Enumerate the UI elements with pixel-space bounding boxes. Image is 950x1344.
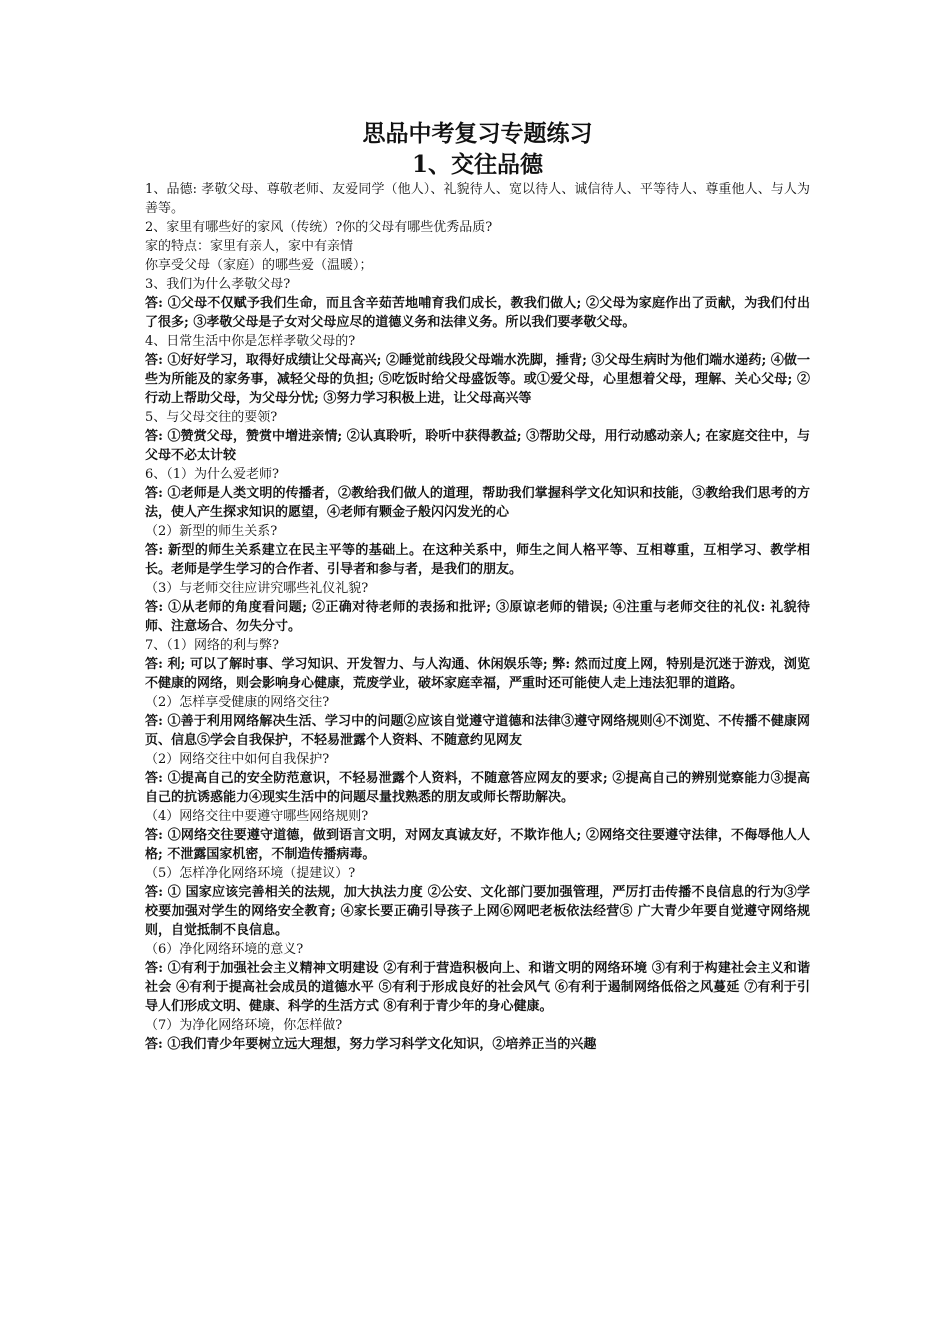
question-paragraph: （3）与老师交往应讲究哪些礼仪礼貌?: [145, 581, 369, 596]
answer-paragraph: 答: 新型的师生关系建立在民主平等的基础上。在这种关系中，师生之间人格平等、互相尊重，互相学习、教学相长。老师是学生学习的合作者、引导者和参与者，是我们的朋友。: [145, 543, 810, 577]
question-paragraph: 4、日常生活中你是怎样孝敬父母的?: [145, 334, 356, 349]
question-paragraph: （4）网络交往中要遵守哪些网络规则?: [145, 809, 369, 824]
document-body: [145, 180, 810, 1054]
question-paragraph: （2）怎样享受健康的网络交往?: [145, 695, 330, 710]
question-paragraph: （7）为净化网络环境，你怎样做?: [145, 1018, 343, 1033]
question-paragraph: 1、品德: 孝敬父母、尊敬老师、友爱同学（他人）、礼貌待人、宽以待人、诚信待人、平等待人、尊重他人、与人为善等。: [145, 182, 810, 216]
answer-paragraph: 答: ① 国家应该完善相关的法规，加大执法力度 ②公安、文化部门要加强管理，严厉打击传播不良信息的行为③学校要加强对学生的网络安全教育; ④家长要正确引导孩子上网⑥网吧老板依法经营⑤ 广大青少年要自觉遵守网络规则，自觉抵制不良信息。: [145, 885, 810, 938]
answer-paragraph: 答: ①网络交往要遵守道德，做到语言文明，对网友真诚友好，不欺诈他人; ②网络交往要遵守法律，不侮辱他人人格; 不泄露国家机密，不制造传播病毒。: [145, 828, 810, 862]
answer-paragraph: 答: ①父母不仅赋予我们生命，而且含辛茹苦地哺育我们成长，教我们做人; ②父母为家庭作出了贡献，为我们付出了很多; ③孝敬父母是子女对父母应尽的道德义务和法律义务。所以我们要孝敬父母。: [145, 296, 810, 330]
question-paragraph: （5）怎样净化网络环境（提建议）?: [145, 866, 356, 881]
question-paragraph: （2）新型的师生关系?: [145, 524, 278, 539]
question-paragraph: 3、我们为什么孝敬父母?: [145, 277, 291, 292]
document-title: 思品中考复习专题练习: [362, 120, 593, 147]
answer-paragraph: 答: ①好好学习，取得好成绩让父母高兴; ②睡觉前线段父母端水洗脚，捶背; ③父母生病时为他们端水递药; ④做一些为所能及的家务事，减轻父母的负担; ⑤吃饭时给父母盛饭等。或①爱父母，心里想着父母，理解、关心父母; ②行动上帮助父母，为父母分忧; ③努力学习积极上进，让父母高兴等: [145, 353, 810, 406]
answer-paragraph: 答: ①有利于加强社会主义精神文明建设 ②有利于营造积极向上、和谐文明的网络环境 ③有利于构建社会主义和谐社会 ④有利于提高社会成员的道德水平 ⑤有利于形成良好的社会风气 ⑥有利于遏制网络低俗之风蔓延 ⑦有利于引导人们形成文明、健康、科学的生活方式 ⑧有利于青少年的身心健康。: [145, 961, 810, 1014]
question-paragraph: 家的特点：家里有亲人，家中有亲情: [145, 239, 354, 254]
answer-paragraph: 答: 利; 可以了解时事、学习知识、开发智力、与人沟通、休闲娱乐等; 弊: 然而过度上网，特别是沉迷于游戏，浏览不健康的网络，则会影响身心健康，荒废学业，破坏家庭幸福，严重时还可能使人走上违法犯罪的道路。: [145, 657, 810, 691]
question-paragraph: （6）净化网络环境的意义?: [145, 942, 304, 957]
answer-paragraph: 答: ①老师是人类文明的传播者，②教给我们做人的道理，帮助我们掌握科学文化知识和技能，③教给我们思考的方法，使人产生探求知识的愿望，④老师有颗金子般闪闪发光的心: [145, 486, 810, 520]
document-page: [145, 118, 810, 1054]
answer-paragraph: 答: ①我们青少年要树立远大理想，努力学习科学文化知识，②培养正当的兴趣: [145, 1037, 597, 1052]
question-paragraph: 7、（1）网络的利与弊?: [145, 638, 280, 653]
answer-paragraph: 答: ①提高自己的安全防范意识，不轻易泄露个人资料，不随意答应网友的要求; ②提高自己的辨别觉察能力③提高自己的抗诱惑能力④现实生活中的问题尽量找熟悉的朋友或师长帮助解决。: [145, 771, 810, 805]
answer-paragraph: 答: ①善于利用网络解决生活、学习中的问题②应该自觉遵守道德和法律③遵守网络规则④不浏览、不传播不健康网页、信息⑤学会自我保护，不轻易泄露个人资料、不随意约见网友: [145, 714, 810, 748]
answer-paragraph: 答: ①从老师的角度看问题; ②正确对待老师的表扬和批评; ③原谅老师的错误; ④注重与老师交往的礼仪: 礼貌待师、注意场合、勿失分寸。: [145, 600, 810, 634]
question-paragraph: 你享受父母（家庭）的哪些爱（温暖）；: [145, 258, 373, 273]
question-paragraph: 2、家里有哪些好的家风（传统）?你的父母有哪些优秀品质?: [145, 220, 493, 235]
question-paragraph: （2）网络交往中如何自我保护?: [145, 752, 330, 767]
question-paragraph: 5、与父母交往的要领?: [145, 410, 278, 425]
document-subtitle: 1、交往品德: [411, 151, 543, 178]
answer-paragraph: 答: ①赞赏父母，赞赏中增进亲情; ②认真聆听，聆听中获得教益; ③帮助父母，用行动感动亲人; 在家庭交往中，与父母不必太计较: [145, 429, 810, 463]
question-paragraph: 6、（1）为什么爱老师?: [145, 467, 280, 482]
